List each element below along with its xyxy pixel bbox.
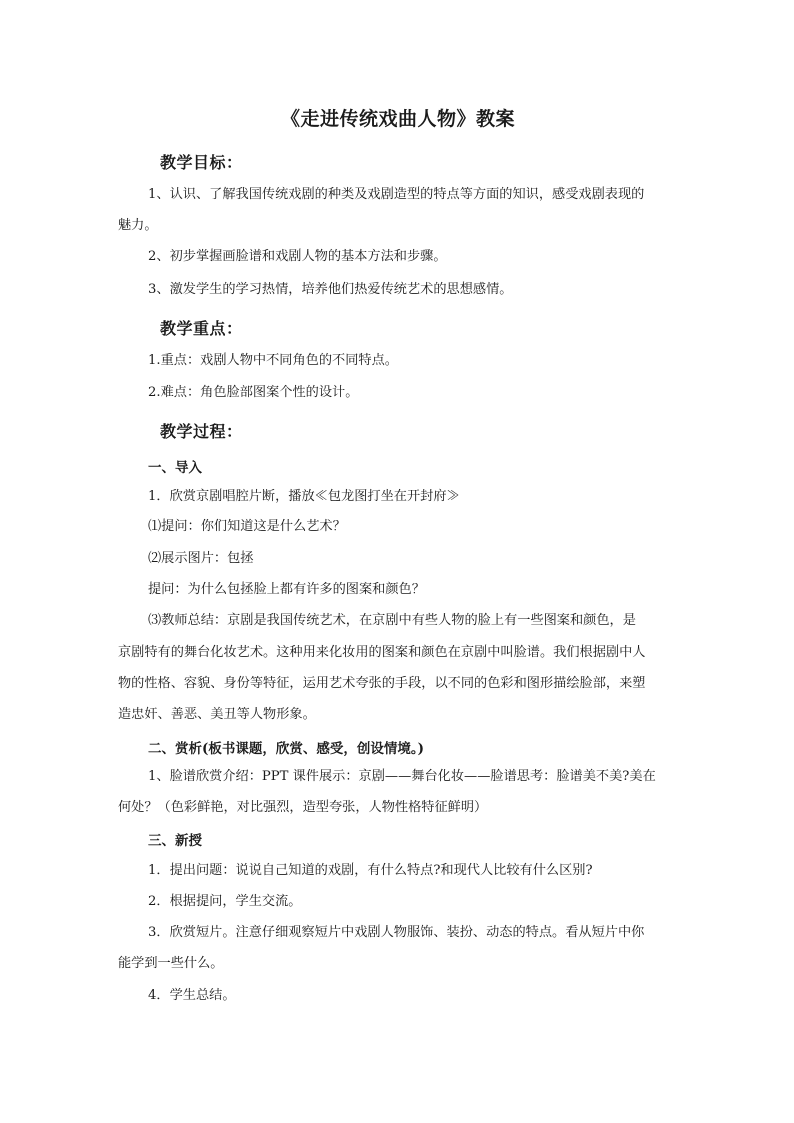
appreciation-p1-line-1: 1、脸谱欣赏介绍：PPT 课件展示：京剧——舞台化妆——脸谱思考：脸谱美不美?美在 (148, 769, 656, 784)
objective-1-line-1: 1、认识、了解我国传统戏剧的种类及戏剧造型的特点等方面的知识，感受戏剧表现的 (148, 187, 645, 202)
objective-1-line-2: 魅力。 (118, 218, 158, 233)
intro-p5-line-4: 造忠奸、善恶、美丑等人物形象。 (118, 707, 316, 722)
intro-p5-line-1: ⑶教师总结：京剧是我国传统艺术，在京剧中有些人物的脸上有一些图案和颜色，是 (148, 613, 636, 628)
heading-intro: 一、导入 (148, 460, 202, 476)
key-point-1: 1.重点：戏剧人物中不同角色的不同特点。 (148, 353, 398, 368)
intro-p5-line-2: 京剧特有的舞台化妆艺术。这种用来化妆用的图案和颜色在京剧中叫脸谱。我们根据剧中人 (118, 645, 646, 660)
intro-p5-line-3: 物的性格、容貌、身份等特征，运用艺术夸张的手段，以不同的色彩和图形描绘脸部，来塑 (118, 676, 646, 691)
intro-p1: 1．欣赏京剧唱腔片断，播放≪包龙图打坐在开封府≫ (148, 489, 460, 504)
heading-process: 教学过程： (160, 422, 243, 441)
heading-new-lesson: 三、新授 (148, 833, 202, 849)
objective-2: 2、初步掌握画脸谱和戏剧人物的基本方法和步骤。 (148, 249, 447, 264)
key-point-2: 2.难点：角色脸部图案个性的设计。 (148, 385, 359, 400)
intro-p3: ⑵展示图片：包拯 (148, 551, 254, 566)
new-lesson-p1: 1．提出问题：说说自己知道的戏剧，有什么特点?和现代人比较有什么区别? (148, 863, 593, 878)
intro-p2: ⑴提问：你们知道这是什么艺术？ (148, 519, 346, 534)
heading-objectives: 教学目标： (160, 153, 243, 172)
new-lesson-p2: 2．根据提问，学生交流。 (148, 894, 302, 909)
heading-appreciation: 二、赏析(板书课题，欣赏、感受，创设情境。) (148, 741, 425, 757)
new-lesson-p4: 4．学生总结。 (148, 988, 236, 1003)
objective-3: 3、激发学生的学习热情，培养他们热爱传统艺术的思想感情。 (148, 282, 513, 297)
appreciation-p1-line-2: 何处？（色彩鲜艳，对比强烈，造型夸张，人物性格特征鲜明） (118, 800, 488, 815)
heading-key-points: 教学重点： (160, 319, 243, 338)
new-lesson-p3-line-1: 3．欣赏短片。注意仔细观察短片中戏剧人物服饰、装扮、动态的特点。看从短片中你 (148, 925, 645, 940)
document-title: 《走进传统戏曲人物》教案 (280, 108, 515, 130)
new-lesson-p3-line-2: 能学到一些什么。 (118, 956, 224, 971)
intro-p4: 提问：为什么包拯脸上都有许多的图案和颜色？ (148, 582, 425, 597)
